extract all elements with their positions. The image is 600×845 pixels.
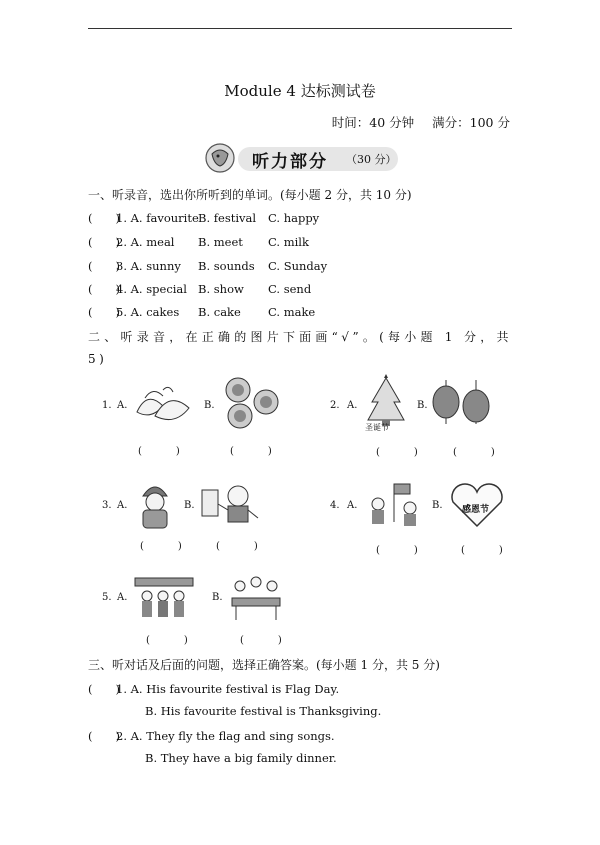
time-score-info [318, 113, 510, 131]
question-row [88, 728, 335, 744]
section2-heading: 二、听录音，在正确的图片下面画“√”。(每小题 1 分，共 5) [88, 330, 512, 366]
score-label: 满分：100 分 [432, 115, 510, 130]
answer-blank[interactable]: ( ) [230, 446, 284, 457]
item-number: 1. [102, 400, 112, 411]
question-row [88, 258, 327, 274]
option-b: B. show [198, 282, 244, 296]
choice-b-label: B. [204, 400, 215, 411]
answer-blank[interactable]: ( ) [138, 446, 192, 457]
answer-blank[interactable]: ( ) [88, 305, 120, 319]
option-b: B. festival [198, 211, 257, 225]
option-a: 1. A. His favourite festival is Flag Day. [116, 682, 340, 696]
choice-b-label: B. [417, 400, 428, 411]
section3-heading: 三、听对话及后面的问题，选择正确答案。(每小题 1 分，共 5 分) [88, 658, 440, 672]
choice-b-label: B. [432, 500, 443, 511]
choice-a-label: A. [117, 592, 128, 603]
answer-blank[interactable]: ( ) [461, 545, 515, 556]
option-c: C. send [268, 282, 312, 296]
item-number: 2. [330, 400, 340, 411]
option-b: B. meet [198, 235, 243, 249]
answer-blank[interactable]: ( ) [240, 635, 294, 646]
answer-blank[interactable]: ( ) [88, 682, 120, 696]
answer-blank[interactable]: ( ) [88, 259, 120, 273]
option-b: B. They have a big family dinner. [145, 751, 337, 765]
answer-blank[interactable]: ( ) [88, 729, 120, 743]
option-c: C. Sunday [268, 259, 328, 273]
santa-picture [133, 480, 177, 530]
choice-b-label: B. [212, 592, 223, 603]
option-b: B. sounds [198, 259, 255, 273]
choice-b-label: B. [184, 500, 195, 511]
option-a: 2. A. meal [116, 235, 175, 249]
heart-caption: 感恩节 [462, 505, 490, 515]
flag-day-picture [364, 482, 424, 528]
item-number: 3. [102, 500, 112, 511]
choice-a-label: A. [347, 400, 358, 411]
question-row [88, 681, 339, 697]
item-number: 5. [102, 592, 112, 603]
top-rule [88, 28, 512, 29]
option-b: B. His favourite festival is Thanksgiving. [145, 704, 382, 718]
answer-blank[interactable]: ( ) [376, 447, 430, 458]
listening-banner [198, 142, 400, 174]
option-a: 1. A. favourite [116, 211, 199, 225]
option-c: C. make [268, 305, 316, 319]
time-label: 时间：40 分钟 [331, 115, 415, 130]
question-row [88, 234, 309, 250]
option-c: C. happy [268, 211, 320, 225]
choice-a-label: A. [117, 400, 128, 411]
family-dinner-picture [228, 574, 284, 622]
option-a: 2. A. They fly the flag and sing songs. [116, 729, 335, 743]
question-row [88, 304, 315, 320]
choice-a-label: A. [347, 500, 358, 511]
dumplings-picture [133, 382, 193, 426]
option-c: C. milk [268, 235, 309, 249]
page-title: Module 4 达标测试卷 [224, 82, 376, 100]
answer-blank[interactable]: ( ) [216, 541, 270, 552]
question-row [88, 210, 319, 226]
mooncakes-picture [220, 376, 284, 430]
item-number: 4. [330, 500, 340, 511]
answer-blank[interactable]: ( ) [88, 282, 120, 296]
choice-a-label: A. [117, 500, 128, 511]
answer-blank[interactable]: ( ) [376, 545, 430, 556]
lanterns-picture [432, 380, 492, 424]
answer-blank[interactable]: ( ) [140, 541, 194, 552]
banner-score: （30 分） [346, 153, 397, 166]
option-a: 4. A. special [116, 282, 187, 296]
answer-blank[interactable]: ( ) [146, 635, 200, 646]
option-a: 5. A. cakes [116, 305, 180, 319]
answer-blank[interactable]: ( ) [88, 235, 120, 249]
answer-blank[interactable]: ( ) [453, 447, 507, 458]
question-row [88, 281, 311, 297]
parade-picture [133, 574, 197, 624]
answer-blank[interactable]: ( ) [88, 211, 120, 225]
boy-with-box-picture [198, 482, 262, 528]
tree-caption: 圣诞节 [365, 423, 389, 432]
option-a: 3. A. sunny [116, 259, 181, 273]
banner-text: 听力部分 [252, 152, 328, 172]
option-b: B. cake [198, 305, 241, 319]
section1-heading: 一、听录音，选出你所听到的单词。(每小题 2 分，共 10 分) [88, 188, 412, 202]
